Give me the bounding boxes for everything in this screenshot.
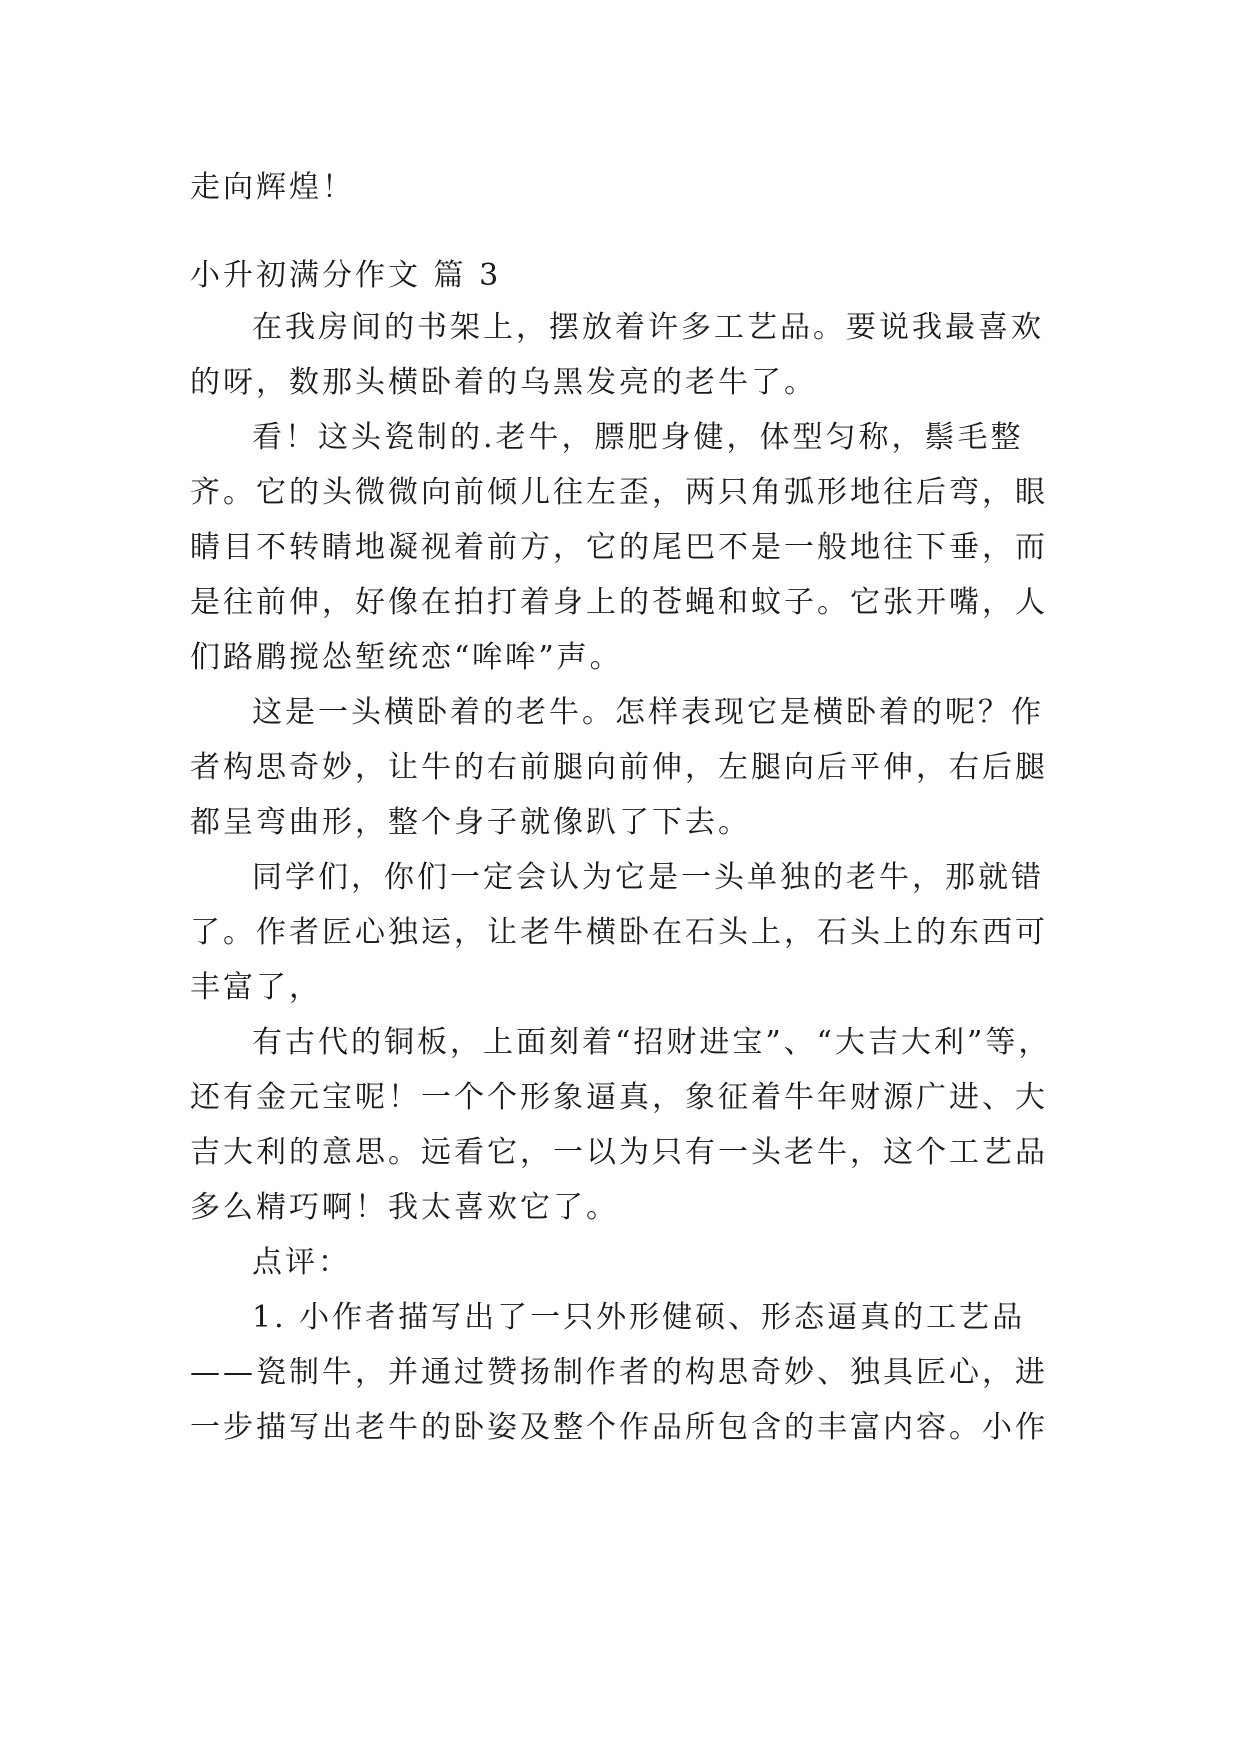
paragraph-line: 1. 小作者描写出了一只外形健硕、形态逼真的工艺品: [252, 1300, 1026, 1335]
text-line: 走向辉煌！: [190, 170, 355, 205]
comment-heading: 点评：: [252, 1245, 351, 1280]
paragraph-line: 们路鹛搅怂堑统恋“哞哞”声。: [190, 640, 623, 675]
paragraph-line: 齐。它的头微微向前倾儿往左歪，两只角弧形地往后弯，眼: [190, 475, 1048, 510]
paragraph-line: 有古代的铜板，上面刻着“招财进宝”、“大吉大利”等，: [252, 1025, 1052, 1060]
paragraph-line: 在我房间的书架上，摆放着许多工艺品。要说我最喜欢: [252, 310, 1044, 345]
paragraph-line: 了。作者匠心独运，让老牛横卧在石头上，石头上的东西可: [190, 915, 1048, 950]
paragraph-line: 是往前伸，好像在拍打着身上的苍蝇和蚊子。它张开嘴，人: [190, 585, 1048, 620]
paragraph-line: 多么精巧啊！我太喜欢它了。: [190, 1190, 619, 1225]
paragraph-line: 的呀，数那头横卧着的乌黑发亮的老牛了。: [190, 365, 817, 400]
paragraph-line: 吉大利的意思。远看它，一以为只有一头老牛，这个工艺品: [190, 1135, 1048, 1170]
paragraph-line: 者构思奇妙，让牛的右前腿向前伸，左腿向后平伸，右后腿: [190, 750, 1048, 785]
section-heading: 小升初满分作文 篇 3: [190, 258, 502, 293]
paragraph-line: 还有金元宝呢！一个个形象逼真，象征着牛年财源广进、大: [190, 1080, 1048, 1115]
paragraph-line: ——瓷制牛，并通过赞扬制作者的构思奇妙、独具匠心，进: [190, 1355, 1048, 1390]
paragraph-line: 一步描写出老牛的卧姿及整个作品所包含的丰富内容。小作: [190, 1410, 1048, 1445]
paragraph-line: 看！这头瓷制的.老牛，膘肥身健，体型匀称，鬃毛整: [252, 420, 1024, 455]
paragraph-line: 都呈弯曲形，整个身子就像趴了下去。: [190, 805, 751, 840]
paragraph-line: 这是一头横卧着的老牛。怎样表现它是横卧着的呢？作: [252, 695, 1044, 730]
paragraph-line: 丰富了，: [190, 970, 322, 1005]
paragraph-line: 同学们，你们一定会认为它是一头单独的老牛，那就错: [252, 860, 1044, 895]
paragraph-line: 睛目不转睛地凝视着前方，它的尾巴不是一般地往下垂，而: [190, 530, 1048, 565]
